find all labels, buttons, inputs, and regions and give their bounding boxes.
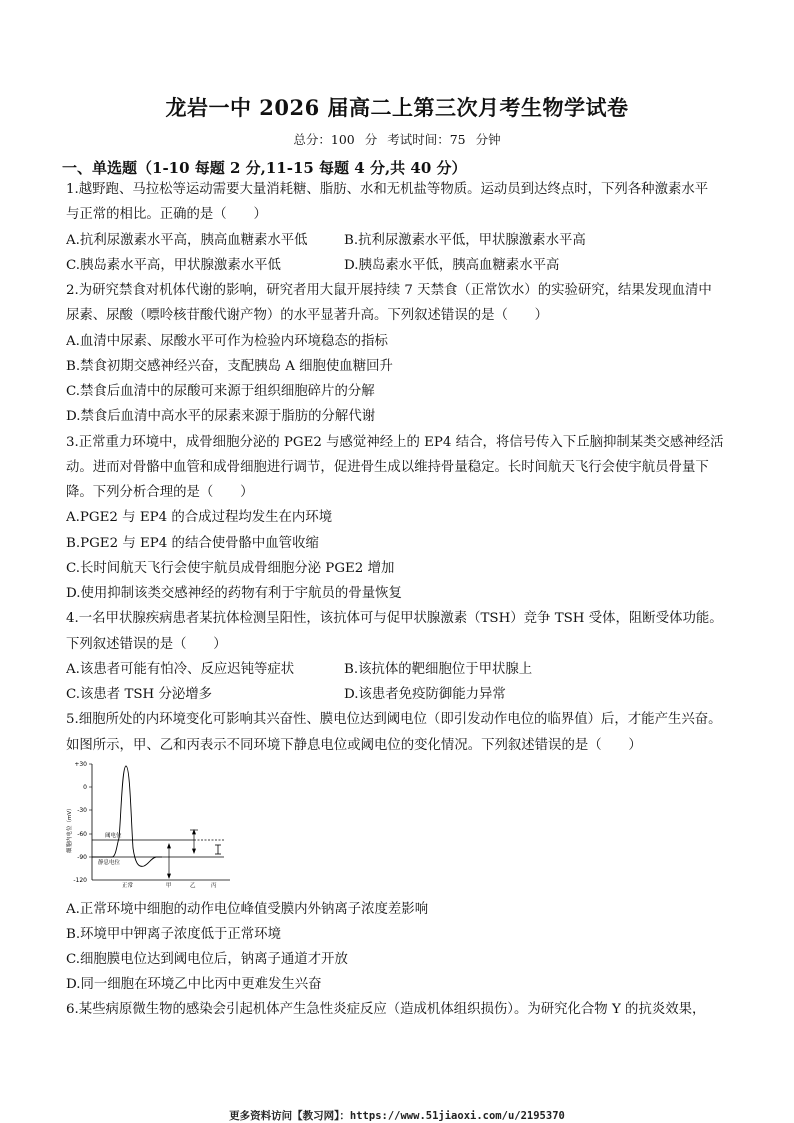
q4-option-a: A.该患者可能有怕冷、反应迟钝等症状 <box>66 662 295 677</box>
q3-option-c: C.长时间航天飞行会使宇航员成骨细胞分泌 PGE2 增加 <box>66 561 395 576</box>
q3-option-b: B.PGE2 与 EP4 的结合使骨骼中血管收缩 <box>66 536 319 551</box>
q2-stem-line2: 尿素、尿酸（嘌呤核苷酸代谢产物）的水平显著升高。下列叙述错误的是（ ） <box>66 308 549 323</box>
q2-option-b: B.禁食初期交感神经兴奋，支配胰岛 A 细胞使血糖回升 <box>66 359 393 374</box>
condition-label-normal: 正常 <box>122 883 134 888</box>
threshold-label: 阈电位 <box>105 833 122 839</box>
q2-option-c: C.禁食后血清中的尿酸可来源于组织细胞碎片的分解 <box>66 384 375 399</box>
resting-label: 静息电位 <box>98 860 121 866</box>
q1-stem-line1: 1.越野跑、马拉松等运动需要大量消耗糖、脂肪、水和无机盐等物质。运动员到达终点时，下列各种激素水平 <box>66 182 709 197</box>
q4-stem-line1: 4.一名甲状腺疾病患者某抗体检测呈阳性，该抗体可与促甲状腺激素（TSH）竞争 TSH 受体，阻断受体功能。 <box>66 611 723 626</box>
figure-tick: -120 <box>73 877 87 884</box>
q1-option-c: C.胰岛素水平高，甲状腺激素水平低 <box>66 258 281 273</box>
condition-yi-marker <box>190 830 198 853</box>
condition-label-bing: 丙 <box>211 883 217 888</box>
q2-stem-line1: 2.为研究禁食对机体代谢的影响，研究者用大鼠开展持续 7 天禁食（正常饮水）的实验研究，结果发现血清中 <box>66 283 712 298</box>
q3-option-d: D.使用抑制该类交感神经的药物有利于宇航员的骨量恢复 <box>66 586 402 601</box>
condition-label-yi: 乙 <box>190 883 196 888</box>
q3-option-a: A.PGE2 与 EP4 的合成过程均发生在内环境 <box>66 510 333 525</box>
condition-label-jia: 甲 <box>166 883 172 888</box>
q1-option-a: A.抗利尿激素水平高，胰高血糖素水平低 <box>66 233 308 248</box>
q1-option-b: B.抗利尿激素水平低，甲状腺激素水平高 <box>344 233 586 248</box>
membrane-potential-figure <box>62 758 237 888</box>
q5-option-a: A.正常环境中细胞的动作电位峰值受膜内外钠离子浓度差影响 <box>66 902 429 917</box>
q2-option-a: A.血清中尿素、尿酸水平可作为检验内环境稳态的指标 <box>66 334 388 349</box>
q5-stem-line1: 5.细胞所处的内环境变化可影响其兴奋性、膜电位达到阈电位（即引发动作电位的临界值）后，才能产生兴奋。 <box>66 712 722 727</box>
q1-option-d: D.胰岛素水平低，胰高血糖素水平高 <box>344 258 560 273</box>
exam-title: 龙岩一中 2026 届高二上第三次月考生物学试卷 <box>165 95 629 120</box>
exam-subtitle: 总分：100 分 考试时间：75 分钟 <box>293 132 501 147</box>
q2-option-d: D.禁食后血清中高水平的尿素来源于脂肪的分解代谢 <box>66 409 376 424</box>
footer-link[interactable]: 更多资料访问【教习网】：https://www.51jiaoxi.com/u/2195370 <box>229 1110 565 1122</box>
figure-tick: -30 <box>77 807 87 814</box>
q5-option-d: D.同一细胞在环境乙中比丙中更难发生兴奋 <box>66 977 322 992</box>
figure-tick: -90 <box>77 854 87 861</box>
q5-option-c: C.细胞膜电位达到阈电位后，钠离子通道才开放 <box>66 952 348 967</box>
q5-option-b: B.环境甲中钾离子浓度低于正常环境 <box>66 927 281 942</box>
condition-jia-marker <box>168 844 171 878</box>
figure-y-label: 细胞内电位（mV） <box>67 805 73 853</box>
q3-stem-line1: 3.正常重力环境中，成骨细胞分泌的 PGE2 与感觉神经上的 EP4 结合，将信号传入下丘脑抑制某类交感神经活 <box>66 435 724 450</box>
action-potential-curve <box>92 766 162 866</box>
figure-tick: 0 <box>83 784 87 791</box>
q1-stem-line2: 与正常的相比。正确的是（ ） <box>66 207 267 222</box>
q5-stem-line2: 如图所示，甲、乙和丙表示不同环境下静息电位或阈电位的变化情况。下列叙述错误的是（ ） <box>66 738 642 753</box>
figure-tick: -60 <box>77 831 87 838</box>
q4-option-d: D.该患者免疫防御能力异常 <box>344 687 506 702</box>
q3-stem-line3: 降。下列分析合理的是（ ） <box>66 485 254 500</box>
q3-stem-line2: 动。进而对骨骼中血管和成骨细胞进行调节，促进骨生成以维持骨量稳定。长时间航天飞行会使宇航员骨量下 <box>66 460 709 475</box>
condition-bing-marker <box>215 845 221 854</box>
q4-option-c: C.该患者 TSH 分泌增多 <box>66 687 213 702</box>
q6-stem-line1: 6.某些病原微生物的感染会引起机体产生急性炎症反应（造成机体组织损伤）。为研究化合物 Y 的抗炎效果， <box>66 1002 706 1017</box>
section-heading: 一、单选题（1-10 每题 2 分,11-15 每题 4 分,共 40 分） <box>62 159 467 177</box>
figure-tick: +30 <box>74 761 87 768</box>
q4-option-b: B.该抗体的靶细胞位于甲状腺上 <box>344 662 533 677</box>
q4-stem-line2: 下列叙述错误的是（ ） <box>66 637 227 652</box>
